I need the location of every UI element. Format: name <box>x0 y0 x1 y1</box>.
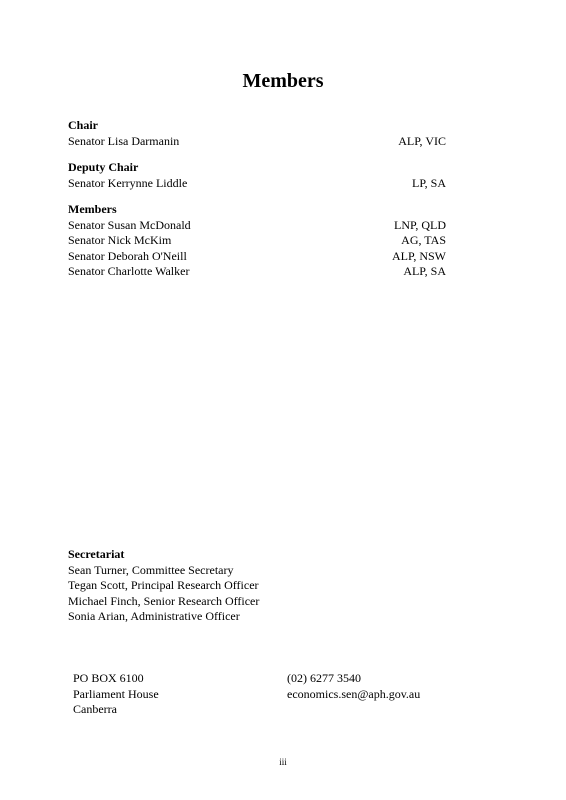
member-row <box>68 264 446 280</box>
member-party: ALP, NSW <box>391 248 446 263</box>
address-line: PO BOX 6100 <box>73 671 144 685</box>
members-heading: Members <box>68 202 117 216</box>
deputy-chair-heading: Deputy Chair <box>68 160 139 174</box>
address-line: Parliament House <box>73 686 159 701</box>
member-row <box>68 249 446 265</box>
contact-details <box>287 671 420 702</box>
address-line: Canberra <box>73 702 117 716</box>
member-party: ALP, SA <box>403 264 446 278</box>
member-party: LNP, QLD <box>393 217 446 232</box>
member-party: LP, SA <box>411 175 446 190</box>
member-row <box>68 218 446 234</box>
member-name: Senator Kerrynne Liddle <box>68 175 188 190</box>
member-party: AG, TAS <box>401 233 446 247</box>
postal-address <box>73 671 159 718</box>
member-name: Senator Susan McDonald <box>68 217 191 232</box>
chair-section <box>68 118 446 149</box>
staff-item: Michael Finch, Senior Research Officer <box>68 593 260 608</box>
member-row <box>68 233 446 249</box>
page-title: Members <box>242 70 324 92</box>
phone-number: (02) 6277 3540 <box>287 671 361 685</box>
member-name: Senator Deborah O'Neill <box>68 248 187 263</box>
deputy-chair-section <box>68 160 446 191</box>
members-section <box>68 202 446 280</box>
secretariat-heading: Secretariat <box>68 547 125 561</box>
staff-item: Sean Turner, Committee Secretary <box>68 562 234 577</box>
member-name: Senator Charlotte Walker <box>68 264 190 278</box>
chair-heading: Chair <box>68 118 98 132</box>
member-party: ALP, VIC <box>398 133 446 148</box>
member-row <box>68 176 446 192</box>
secretariat-section <box>68 547 259 625</box>
member-name: Senator Nick McKim <box>68 233 172 247</box>
member-name: Senator Lisa Darmanin <box>68 133 180 148</box>
member-row <box>68 134 446 150</box>
staff-item: Sonia Arian, Administrative Officer <box>68 609 240 623</box>
page-number: iii <box>279 757 287 767</box>
email-address: economics.sen@aph.gov.au <box>287 686 421 701</box>
staff-item: Tegan Scott, Principal Research Officer <box>68 578 259 592</box>
